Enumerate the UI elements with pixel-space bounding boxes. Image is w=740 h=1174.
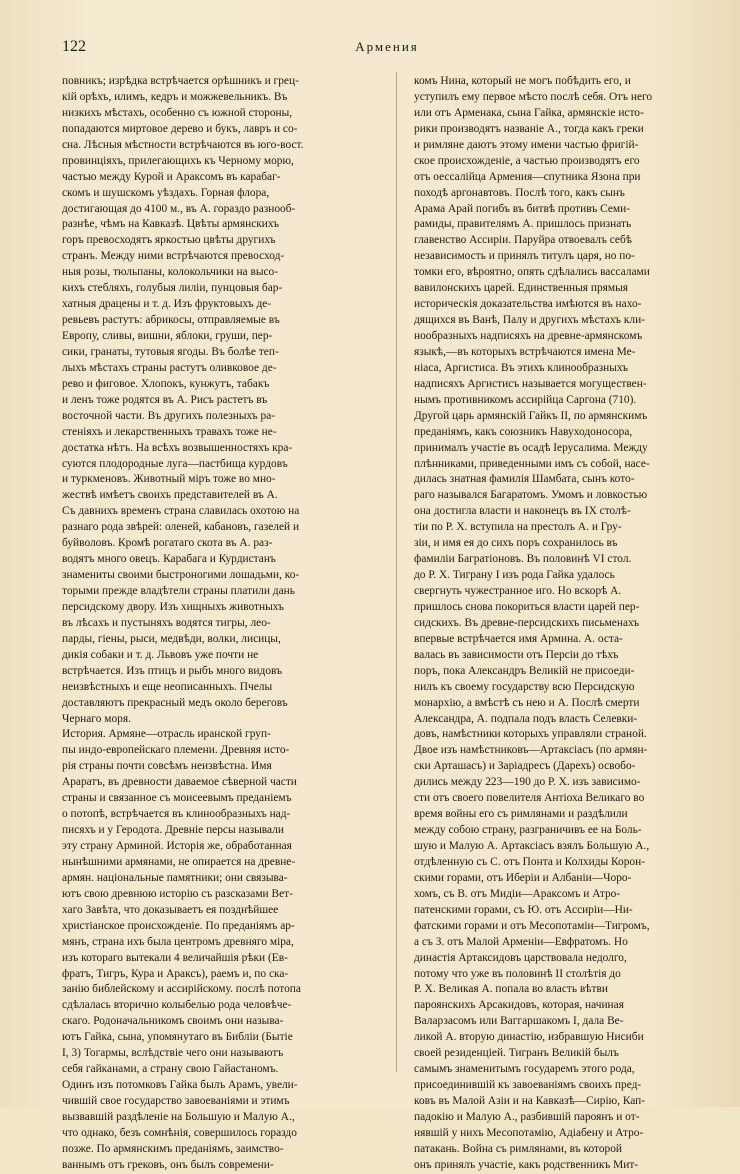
text-line: себя гайканами, а страну свою Гайастаномъ. bbox=[62, 1063, 279, 1076]
right-column bbox=[414, 74, 718, 1171]
text-line: буйволовъ. Кромѣ рогатаго скота въ А. раз- bbox=[62, 537, 273, 550]
text-line: фамиліи Багратіоновъ. Въ половинѣ VI стол. bbox=[414, 553, 632, 566]
text-line: изъ котораго вытекали 4 величайшія рѣки (Ев- bbox=[62, 951, 288, 964]
running-title: Армения bbox=[355, 39, 419, 54]
text-line: неизвѣстныхъ и еще неописанныхъ. Пчелы bbox=[62, 680, 273, 693]
text-line: парды, гіены, рыси, медвѣди, волки, лисицы, bbox=[62, 632, 281, 645]
text-line: сти отъ своего повелителя Антіоха Великаго во bbox=[414, 792, 645, 805]
text-line: провинціяхъ, прилегающихъ къ Черному морю, bbox=[62, 154, 294, 167]
text-line: тіи по Р. Х. вступила на престолъ А. и Гру- bbox=[414, 521, 622, 534]
text-line: потому что уже въ половинѣ II столѣтія до bbox=[414, 967, 621, 980]
text-line: ютъ Гайка, сына, упомянутаго въ Библіи (Бытіе bbox=[62, 1031, 293, 1044]
text-line: Александра, А. подпала подъ власть Селевки- bbox=[414, 712, 638, 725]
text-line: отдѣленную съ С. отъ Понта и Колхиды Корон- bbox=[414, 855, 646, 868]
text-line: мянъ, страна ихъ была центромъ древняго міра, bbox=[62, 935, 294, 948]
text-line: самымъ знаменитымъ государемъ этого рода, bbox=[414, 1063, 635, 1076]
text-line: пароянскихъ Арсакидовъ, которая, начиная bbox=[414, 999, 624, 1012]
text-line: нымъ противникомъ ассирійца Саргона (710). bbox=[414, 393, 637, 406]
text-line: Р. Х. Великая А. попала во власть вѣтви bbox=[414, 983, 608, 996]
text-line: торыми прежде владѣтели страны платили дань bbox=[62, 585, 295, 597]
text-line: вызвавшій раздѣленіе на Большую и Малую А., bbox=[62, 1110, 295, 1123]
text-line: время войны его съ римлянами и раздѣлили bbox=[414, 808, 628, 821]
text-line: языкѣ,—въ которыхъ встрѣчаются имена Ме- bbox=[414, 345, 636, 358]
text-line: надписяхъ Аргистисъ называется могуществен- bbox=[414, 377, 647, 390]
text-line: присоединившій къ завоеваніямъ своихъ пред- bbox=[414, 1079, 642, 1092]
text-line: разнѣе, чѣмъ на Кавказѣ. Цвѣты армянскихъ bbox=[62, 218, 280, 231]
text-line: ютъ свою древнюю исторію съ разсказами Вет- bbox=[62, 887, 293, 900]
text-line: раго назывался Багаратомъ. Умомъ и ловкостью bbox=[414, 489, 648, 502]
text-line: онъ принялъ участіе, какъ родственникъ Мит- bbox=[414, 1158, 639, 1171]
text-line: Съ давнихъ временъ страна славилась охотою на bbox=[62, 505, 300, 518]
text-line: дилась знатная фамилія Шамбата, сынъ кото- bbox=[414, 473, 635, 486]
text-line: достатка нѣтъ. На всѣхъ возвышенностяхъ кра- bbox=[62, 441, 293, 454]
text-line: армян. національные памятники; они связыва- bbox=[62, 871, 288, 884]
text-line: между собою страну, разграничивъ ее на Боль- bbox=[414, 824, 642, 837]
text-line: ски Арташасъ) и Заріадресъ (Дарехъ) освобо- bbox=[414, 760, 636, 773]
text-line: монархію, а вмѣстѣ съ нею и А. Послѣ смерти bbox=[414, 696, 640, 709]
text-line: писяхъ и у Геродота. Древніе персы называли bbox=[62, 824, 284, 837]
text-line: дящихся въ Ванѣ, Палу и другихъ мѣстахъ кли- bbox=[414, 314, 645, 327]
text-line: довъ, намѣстники которыхъ управляли страной. bbox=[414, 728, 647, 741]
text-line: позже. По армянскимъ преданіямъ, заимство- bbox=[62, 1142, 284, 1155]
text-line: суются плодородные луга—пастбища курдовъ bbox=[62, 457, 288, 470]
text-line: рія страны почти совсѣмъ неизвѣстна. Имя bbox=[62, 760, 272, 773]
text-line: стеніяхъ и лекарственныхъ травахъ тоже не- bbox=[62, 425, 277, 438]
text-line: ваннымъ отъ грековъ, онъ былъ современи- bbox=[62, 1158, 274, 1171]
text-line: кихъ стебляхъ, голубыя лиліи, пунцовыя бар- bbox=[62, 282, 283, 295]
text-line: ликой А. вторую династію, избравшую Нисиби bbox=[414, 1031, 644, 1044]
text-line: историческія доказательства имѣются въ нахо- bbox=[414, 298, 642, 311]
text-line: независимость и принялъ титулъ царя, но по- bbox=[414, 250, 635, 263]
text-line: нилъ къ своему государству всю Персидскую bbox=[414, 680, 635, 693]
page-header bbox=[62, 38, 712, 60]
text-line: и туркменовъ. Животный міръ тоже во мно- bbox=[62, 473, 276, 486]
text-line: дикія собаки и т. д. Львовъ уже почти не bbox=[62, 648, 259, 661]
text-line: дились между 223—190 до Р. Х. изъ зависимо- bbox=[414, 776, 641, 789]
text-line: ковъ въ Малой Азіи и на Кавказѣ—Сирію, Кап- bbox=[414, 1095, 646, 1107]
text-line: персидскому двору. Изъ хищныхъ животныхъ bbox=[62, 600, 284, 613]
text-line: Европу, сливы, вишни, яблоки, груши, пер- bbox=[62, 330, 273, 342]
text-line: разнаго рода звѣрей: оленей, кабановъ, газелей и bbox=[62, 521, 300, 534]
text-line: сна. Лѣсныя мѣстности встрѣчаются въ юго-вост. bbox=[62, 138, 304, 151]
text-line: жествѣ имѣетъ своихъ представителей въ А. bbox=[62, 489, 278, 502]
text-line: доставляютъ прекрасный медъ около береговъ bbox=[62, 696, 288, 709]
text-line: что однако, безъ сомнѣнія, совершилось гораздо bbox=[62, 1126, 297, 1139]
text-line: низкихъ мѣстахъ, особенно съ южной стороны, bbox=[62, 106, 293, 119]
text-line: фратъ, Тигръ, Кура и Араксъ), раемъ и, по ска- bbox=[62, 967, 289, 980]
text-line: попадаются миртовое дерево и букъ, лавръ и со- bbox=[62, 122, 298, 135]
text-line: чившій свое государство завоеваніями и этимъ bbox=[62, 1095, 290, 1107]
text-line: хаго Завѣта, что доказываетъ ея позднѣйшее bbox=[62, 903, 279, 916]
text-line: странъ. Между ними встрѣчаются превосход- bbox=[62, 250, 285, 263]
text-line: сики, гранаты, тутовыя ягоды. Въ болѣе теп- bbox=[62, 345, 279, 358]
text-line: отъ оессалійца Армения—спутника Язона при bbox=[414, 170, 641, 183]
text-line: Арама Арай погибъ въ битвѣ противъ Семи- bbox=[414, 202, 630, 215]
text-line: нынѣшними армянами, не опирается на древне- bbox=[62, 855, 296, 868]
text-line: династія Артаксидовъ царствовала недолго, bbox=[414, 951, 627, 964]
text-line: христіанское происхожденіе. По преданіямъ ар- bbox=[62, 919, 295, 932]
text-line: до Р. Х. Тиграну I изъ рода Гайка удалось bbox=[414, 569, 615, 582]
text-line: главенство Ассиріи. Паруйра отвоевалъ себѣ bbox=[414, 234, 632, 247]
text-line: она достигла власти и наконецъ въ IX столѣ- bbox=[414, 505, 631, 518]
text-line: рики производятъ названіе А., тогда какъ греки bbox=[414, 122, 644, 135]
text-line: рамиды, правителямъ А. пришлось признать bbox=[414, 218, 632, 231]
text-line: лыхъ мѣстахъ страны растутъ оливковое де- bbox=[62, 361, 277, 374]
text-line: и римляне даютъ этому имени частью фригій- bbox=[414, 138, 639, 151]
text-line: патакань. Война съ римлянами, въ которой bbox=[414, 1142, 623, 1155]
text-line: встрѣчается. Изъ птицъ и рыбъ много видовъ bbox=[62, 664, 283, 677]
text-line: ское происхожденіе, а частью производятъ его bbox=[414, 154, 640, 167]
text-line: плѣнниками, приведенными имъ съ собой, насе- bbox=[414, 457, 650, 470]
text-line: хомъ, съ В. отъ Мидіи—Араксомъ и Атро- bbox=[414, 887, 621, 900]
text-line: скими горами, отъ Иберіи и Албаніи—Чоро- bbox=[414, 871, 632, 884]
text-line: свергнуть чужестранное иго. Но вскорѣ А. bbox=[414, 585, 622, 597]
text-line: шую и Малую А. Артаксіасъ взялъ Большую А., bbox=[414, 840, 650, 852]
text-line: повникъ; изрѣдка встрѣчается орѣшникъ и грец- bbox=[62, 75, 299, 87]
text-line: История. Армяне—отрасль иранской груп- bbox=[62, 728, 271, 741]
text-line: нявшій у нихъ Месопотамію, Адіабену и Атро- bbox=[414, 1126, 644, 1139]
text-line: ніаса, Аргистиса. Въ этихъ клинообразныхъ bbox=[414, 361, 629, 374]
text-line: зіи, и имя ея до сихъ поръ сохранилось въ bbox=[414, 537, 618, 550]
text-line: эту страну Арминой. Исторія же, обработанная bbox=[62, 840, 292, 852]
text-line: занію библейскому и ассирійскому. послѣ потопа bbox=[62, 983, 301, 996]
text-line: скомъ и шушскомъ уѣздахъ. Горная флора, bbox=[62, 186, 270, 199]
text-line: страны и связанное съ моисеевымъ преданіемъ bbox=[62, 792, 292, 805]
text-line: впервые встрѣчается имя Армина. А. оста- bbox=[414, 632, 623, 645]
text-line: достигающая до 4100 м., въ А. гораздо разнооб- bbox=[62, 202, 296, 215]
text-line: томки его, вѣроятно, опять сдѣлались вассалами bbox=[414, 266, 650, 279]
text-line: сидскихъ. Въ древне-персидскихъ письменахъ bbox=[414, 616, 640, 629]
text-line: вавилонскихъ царей. Единственныя прямыя bbox=[414, 282, 629, 295]
text-line: знамениты своими быстроногими лошадьми, ко- bbox=[62, 569, 300, 582]
text-line: сдѣлалась вторично колыбелью рода человѣче- bbox=[62, 999, 292, 1012]
text-line: ныя розы, тюльпаны, колокольчики на высо- bbox=[62, 266, 279, 279]
text-line: водятъ много овецъ. Карабага и Курдистанъ bbox=[62, 553, 276, 566]
text-line: нообразныхъ надписяхъ на древне-армянскомъ bbox=[414, 330, 643, 342]
text-line: пришлось снова покориться власти царей пер- bbox=[414, 600, 640, 613]
text-line: падокію и Малую А., разбившій пароянъ и от- bbox=[414, 1110, 640, 1123]
text-line: своей резиденціей. Тигранъ Великій былъ bbox=[414, 1047, 619, 1060]
text-line: поръ, пока Александръ Великій не присоеди- bbox=[414, 664, 635, 677]
text-line: I, 3) Тогармы, вслѣдствіе чего они называютъ bbox=[62, 1047, 284, 1060]
text-line: о потопѣ, встрѣчается въ клинообразныхъ над- bbox=[62, 808, 291, 821]
text-line: уступилъ ему первое мѣсто послѣ себя. Отъ него bbox=[414, 90, 653, 103]
text-line: валась въ зависимости отъ Персіи до тѣхъ bbox=[414, 648, 619, 661]
text-line: принималъ участіе въ осадѣ Іерусалима. Между bbox=[414, 441, 648, 454]
text-line: пы индо-европейскаго племени. Древняя исто- bbox=[62, 744, 290, 757]
text-line: Двое изъ намѣстниковъ—Артаксіасъ (по армян- bbox=[414, 744, 648, 757]
left-column bbox=[62, 74, 366, 1171]
text-line: фатскими горами и отъ Месопотаміи—Тигромъ, bbox=[414, 919, 650, 932]
text-line: хатныя драцены и т. д. Изъ фруктовыхъ де- bbox=[62, 298, 272, 311]
column-divider bbox=[396, 72, 397, 1072]
text-line: и ленъ тоже родятся въ А. Рисъ растетъ въ bbox=[62, 393, 268, 406]
text-line: рево и фиговое. Хлопокъ, кунжутъ, табакъ bbox=[62, 377, 270, 390]
text-line: а съ З. отъ Малой Арменіи—Евфратомъ. Но bbox=[414, 935, 628, 948]
text-line: восточной части. Въ другихъ полезныхъ ра- bbox=[62, 409, 276, 422]
text-line: походѣ аргонавтовъ. Послѣ того, какъ сынъ bbox=[414, 186, 625, 199]
text-line: преданіямъ, какъ союзникъ Навуходоносора, bbox=[414, 425, 633, 438]
text-line: или отъ Арменака, сына Гайка, армянскіе исто- bbox=[414, 106, 644, 119]
text-line: Одинъ изъ потомковъ Гайка былъ Арамъ, увели- bbox=[62, 1079, 298, 1092]
text-line: горъ превосходятъ яркостью цвѣты другихъ bbox=[62, 234, 276, 247]
text-line: кій орѣхъ, илимъ, кедръ и можжевельникъ. Въ bbox=[62, 90, 288, 103]
page-number: 122 bbox=[62, 38, 86, 55]
text-line: Другой царь армянскій Гайкъ II, по армянскимъ bbox=[414, 409, 648, 422]
text-line: скаго. Родоначальникомъ своимъ они называ- bbox=[62, 1015, 284, 1028]
text-line: въ лѣсахъ и пустыняхъ водятся тигры, лео- bbox=[62, 616, 271, 629]
text-line: Чернаго моря. bbox=[62, 712, 131, 725]
text-line: патенскими горами, съ Ю. отъ Ассиріи—Ни- bbox=[414, 903, 633, 916]
text-line: комъ Нина, который не могъ побѣдить его, и bbox=[414, 75, 631, 87]
text-line: ревьевъ растутъ: абрикосы, отправляемые въ bbox=[62, 314, 280, 327]
text-line: Валарзасомъ или Ваггаршакомъ I, дала Ве- bbox=[414, 1015, 624, 1028]
text-line: частью между Курой и Араксомъ въ карабаг- bbox=[62, 170, 281, 183]
text-line: Араратъ, въ древности даваемое сѣверной части bbox=[62, 776, 297, 789]
